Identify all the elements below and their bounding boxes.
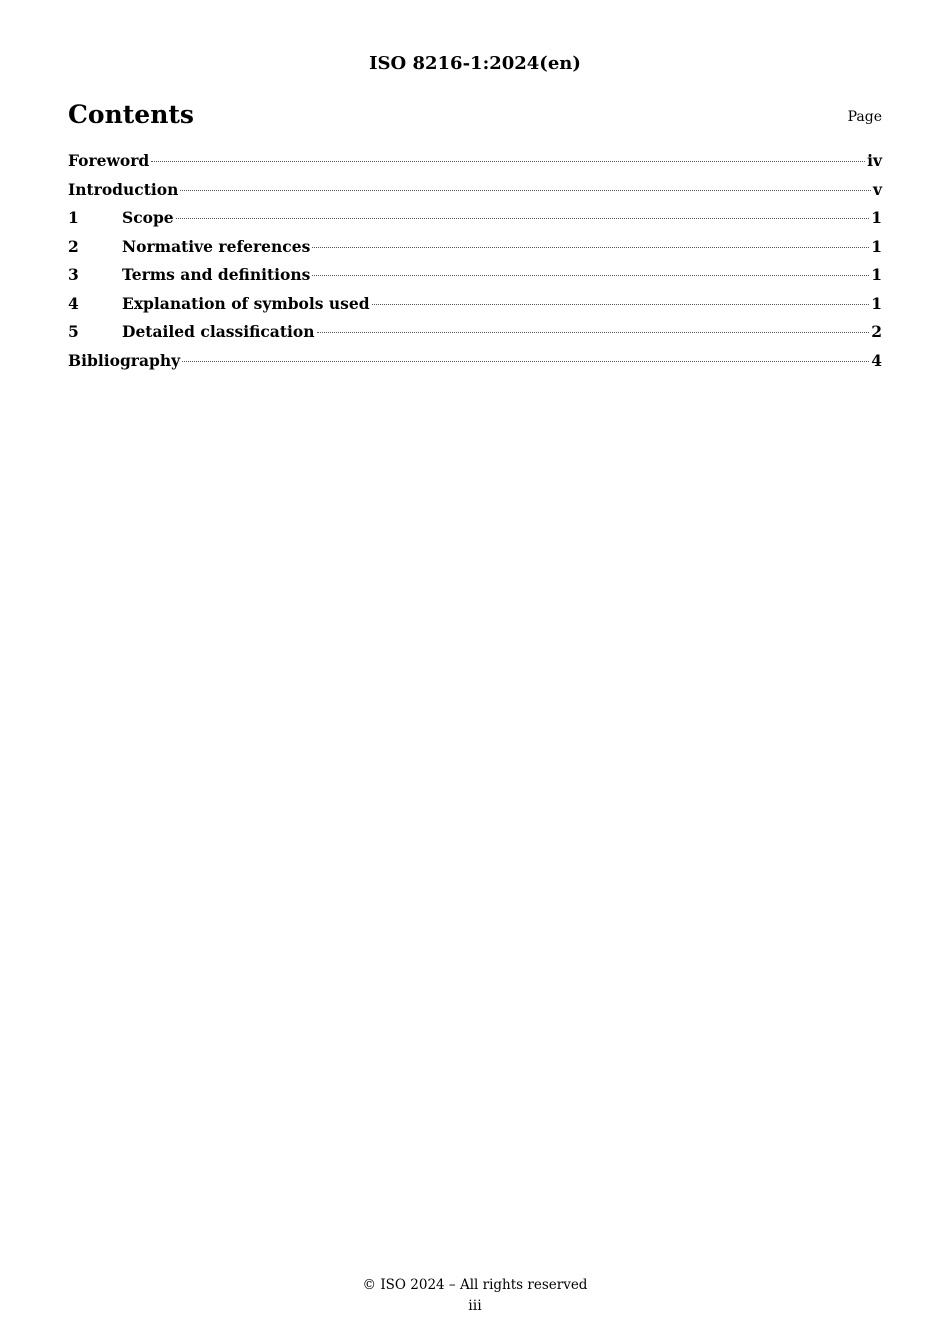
toc-entry-title: Detailed classification — [122, 322, 315, 341]
toc-dot-leader — [312, 275, 869, 276]
toc-dot-leader — [176, 218, 870, 219]
toc-entry-page: v — [872, 179, 882, 199]
table-of-contents — [68, 151, 882, 379]
toc-entry-foreword[interactable] — [68, 151, 882, 180]
toc-entry-page: 1 — [871, 293, 882, 313]
toc-entry-bibliography[interactable] — [68, 351, 882, 380]
toc-dot-leader — [312, 247, 869, 248]
toc-entry-page: 2 — [871, 322, 882, 341]
page-number: iii — [468, 1298, 482, 1314]
toc-entry-page: 1 — [871, 236, 882, 256]
page-column-label: Page — [847, 109, 882, 125]
document-id-header: ISO 8216-1:2024(en) — [369, 53, 581, 74]
toc-entry-page: 4 — [871, 350, 882, 370]
toc-entry-terms-and-definitions[interactable] — [68, 265, 882, 294]
toc-entry-normative-references[interactable] — [68, 237, 882, 266]
toc-entry-page: 1 — [871, 265, 882, 284]
toc-entry-title: Introduction — [68, 179, 179, 199]
copyright-notice: © ISO 2024 – All rights reserved — [362, 1277, 588, 1293]
toc-entry-explanation-of-symbols[interactable] — [68, 294, 882, 323]
toc-entry-scope[interactable] — [68, 208, 882, 237]
toc-entry-title: Normative references — [122, 236, 311, 256]
toc-entry-page: iv — [867, 151, 882, 170]
toc-dot-leader — [180, 190, 871, 191]
toc-entry-title: Terms and definitions — [122, 265, 311, 284]
toc-dot-leader — [317, 332, 870, 333]
toc-entry-title: Bibliography — [68, 350, 181, 370]
toc-entry-title: Scope — [122, 208, 174, 227]
toc-entry-introduction[interactable] — [68, 180, 882, 209]
toc-entry-title: Foreword — [68, 151, 150, 170]
toc-entry-number: 4 — [68, 293, 79, 313]
contents-header — [68, 100, 882, 134]
toc-entry-number: 5 — [68, 322, 79, 341]
toc-entry-number: 1 — [68, 208, 79, 227]
toc-entry-number: 2 — [68, 236, 79, 256]
toc-entry-page: 1 — [871, 208, 882, 227]
toc-dot-leader — [372, 304, 870, 305]
toc-entry-detailed-classification[interactable] — [68, 322, 882, 351]
toc-entry-title: Explanation of symbols used — [122, 293, 370, 313]
toc-dot-leader — [151, 161, 865, 162]
toc-dot-leader — [182, 361, 869, 362]
contents-title: Contents — [68, 100, 195, 129]
toc-entry-number: 3 — [68, 265, 79, 284]
